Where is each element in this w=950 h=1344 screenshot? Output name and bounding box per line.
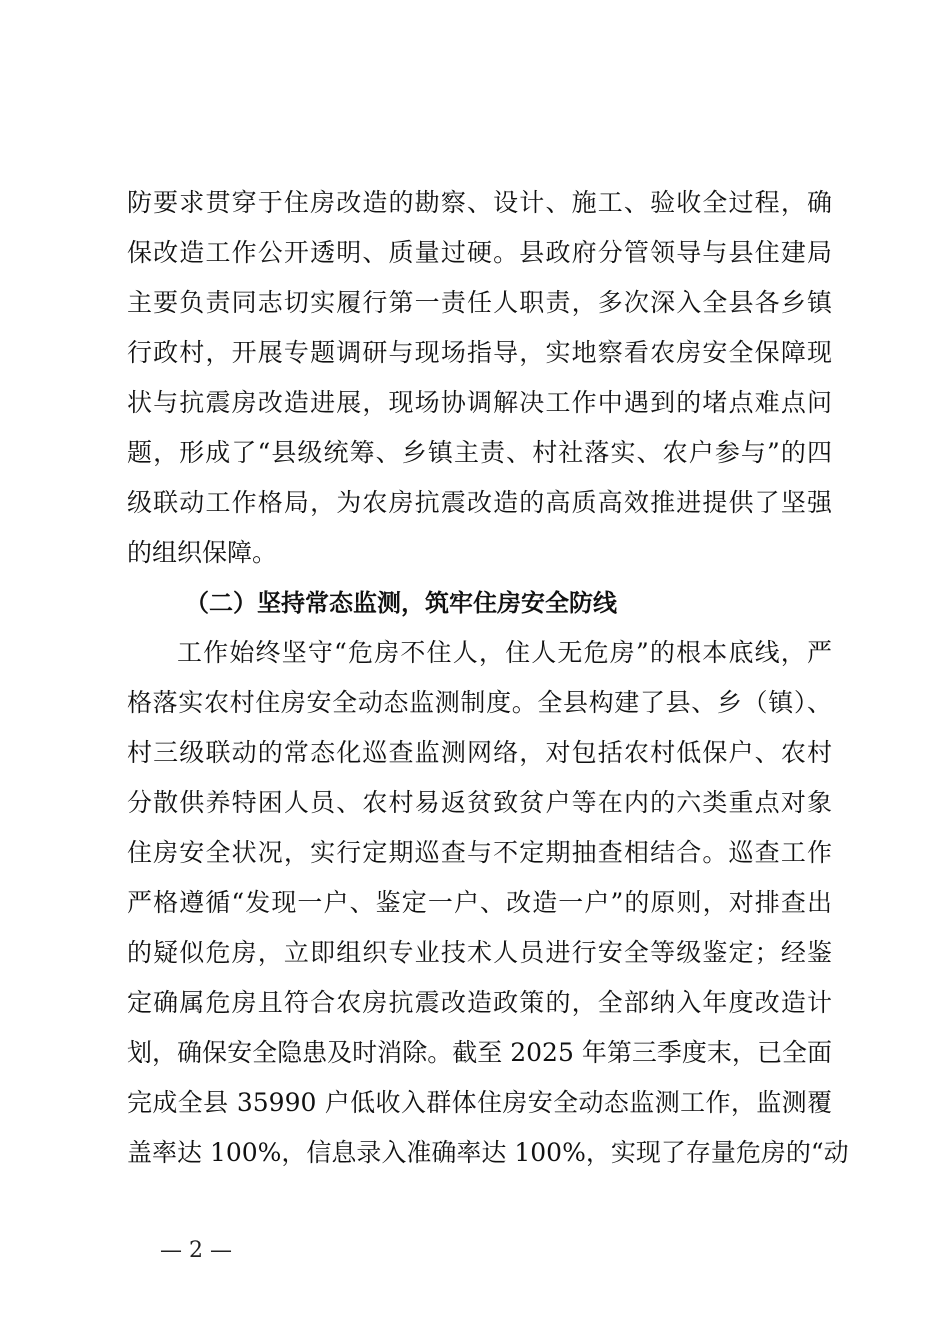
paragraph-line: 级联动工作格局，为农房抗震改造的高质高效推进提供了坚强 [127,488,832,517]
paragraph-1 [127,178,832,578]
paragraph-line: 住房安全状况，实行定期巡查与不定期抽查相结合。巡查工作 [127,838,832,867]
paragraph-line: 严格遵循“发现一户、鉴定一户、改造一户”的原则，对排查出 [127,888,832,917]
page-number: — 2 — [160,1238,232,1263]
paragraph-line: 划，确保安全隐患及时消除。截至 2025 年第三季度末，已全面 [127,1038,832,1067]
paragraph-line: 定确属危房且符合农房抗震改造政策的，全部纳入年度改造计 [127,988,832,1017]
paragraph-line: 主要负责同志切实履行第一责任人职责，多次深入全县各乡镇 [127,288,832,317]
section-heading: （二）坚持常态监测，筑牢住房安全防线 [185,589,617,617]
section-heading-block [127,578,832,628]
paragraph-line: 状与抗震房改造进展，现场协调解决工作中遇到的堵点难点问 [127,388,832,417]
paragraph-line: 工作始终坚守“危房不住人，住人无危房”的根本底线，严 [177,638,832,667]
paragraph-line: 村三级联动的常态化巡查监测网络，对包括农村低保户、农村 [127,738,832,767]
paragraph-line: 行政村，开展专题调研与现场指导，实地察看农房安全保障现 [127,338,832,367]
paragraph-line: 防要求贯穿于住房改造的勘察、设计、施工、验收全过程，确 [127,188,832,217]
paragraph-line: 保改造工作公开透明、质量过硬。县政府分管领导与县住建局 [127,238,832,267]
paragraph-2 [127,628,849,1178]
paragraph-line: 题，形成了“县级统筹、乡镇主责、村社落实、农户参与”的四 [127,438,832,467]
paragraph-line: 格落实农村住房安全动态监测制度。全县构建了县、乡（镇）、 [127,688,832,717]
paragraph-line: 完成全县 35990 户低收入群体住房安全动态监测工作，监测覆 [127,1088,832,1117]
paragraph-line: 的疑似危房，立即组织专业技术人员进行安全等级鉴定；经鉴 [127,938,832,967]
paragraph-line: 盖率达 100%，信息录入准确率达 100%，实现了存量危房的“动 [127,1138,849,1167]
paragraph-line: 分散供养特困人员、农村易返贫致贫户等在内的六类重点对象 [127,788,832,817]
paragraph-line: 的组织保障。 [127,538,278,567]
